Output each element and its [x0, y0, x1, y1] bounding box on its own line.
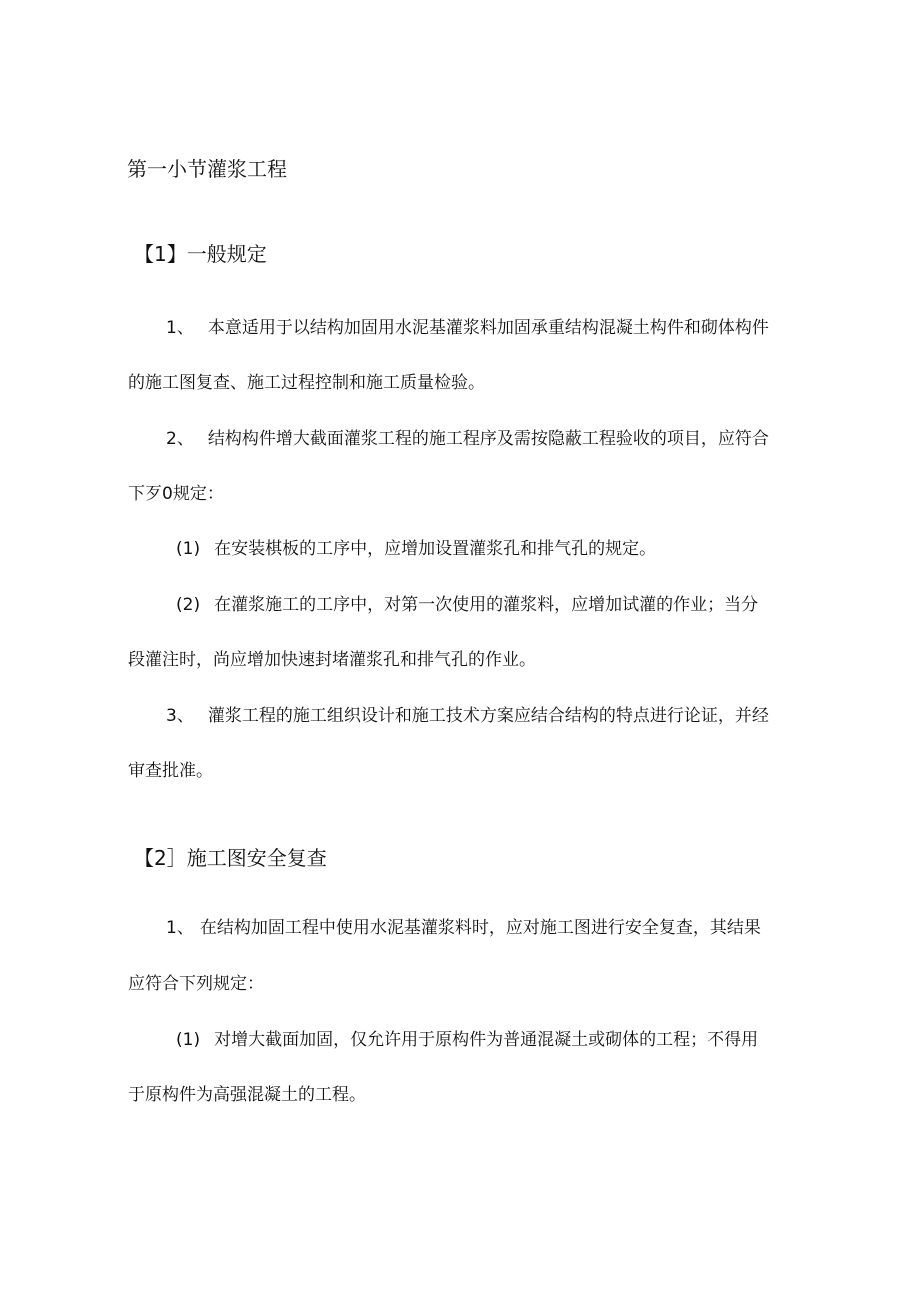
section-title: 一般规定: [186, 242, 267, 266]
item-number: 2、: [166, 429, 194, 449]
paragraph-line: 段灌注时，尚应增加快速封堵灌浆孔和排气孔的作业。: [128, 650, 536, 670]
paragraph-line: [166, 704, 769, 728]
section-heading-general-rules: [134, 240, 267, 268]
paragraph-line: [176, 1028, 758, 1052]
section-title: 施工图安全复查: [186, 846, 327, 870]
paragraph-line: [176, 593, 758, 617]
paragraph-line: 下歹0规定：: [128, 484, 224, 504]
sub-item-number: (1): [176, 1030, 201, 1050]
paragraph-line: [166, 427, 769, 451]
sub-item-number: (2): [176, 595, 201, 615]
page-title: 第一小节灌浆工程: [127, 157, 287, 181]
paragraph-text: 本意适用于以结构加固用水泥基灌浆料加固承重结构混凝土构件和砌体构件: [207, 318, 769, 338]
paragraph-line: [166, 916, 761, 940]
paragraph-line: [176, 537, 656, 561]
section-number: 【1】: [134, 242, 187, 266]
item-number: 3、: [166, 706, 194, 726]
item-number: 1、: [166, 918, 194, 938]
item-number: 1、: [166, 318, 194, 338]
paragraph-text: 结构构件增大截面灌浆工程的施工程序及需按隐蔽工程验收的项目，应符合: [207, 429, 769, 449]
paragraph-line: 审查批准。: [128, 761, 213, 781]
section-heading-drawing-safety-review: [134, 844, 327, 872]
paragraph-line: 应符合下列规定：: [128, 974, 264, 994]
paragraph-line: [166, 316, 769, 340]
paragraph-line: 的施工图复查、施工过程控制和施工质量检验。: [128, 373, 485, 393]
sub-item-number: (1): [176, 539, 201, 559]
paragraph-line: 于原构件为高强混凝土的工程。: [128, 1085, 366, 1105]
paragraph-text: 在安装棋板的工序中，应增加设置灌浆孔和排气孔的规定。: [214, 539, 657, 559]
paragraph-text: 灌浆工程的施工组织设计和施工技术方案应结合结构的特点进行论证，并经: [207, 706, 769, 726]
paragraph-text: 对增大截面加固，仅允许用于原构件为普通混凝土或砌体的工程；不得用: [214, 1030, 759, 1050]
paragraph-text: 在灌浆施工的工序中，对第一次使用的灌浆料，应增加试灌的作业；当分: [214, 595, 759, 615]
paragraph-text: 在结构加固工程中使用水泥基灌浆料时，应对施工图进行安全复查，其结果: [199, 918, 761, 938]
section-number: 【2］: [134, 846, 187, 870]
